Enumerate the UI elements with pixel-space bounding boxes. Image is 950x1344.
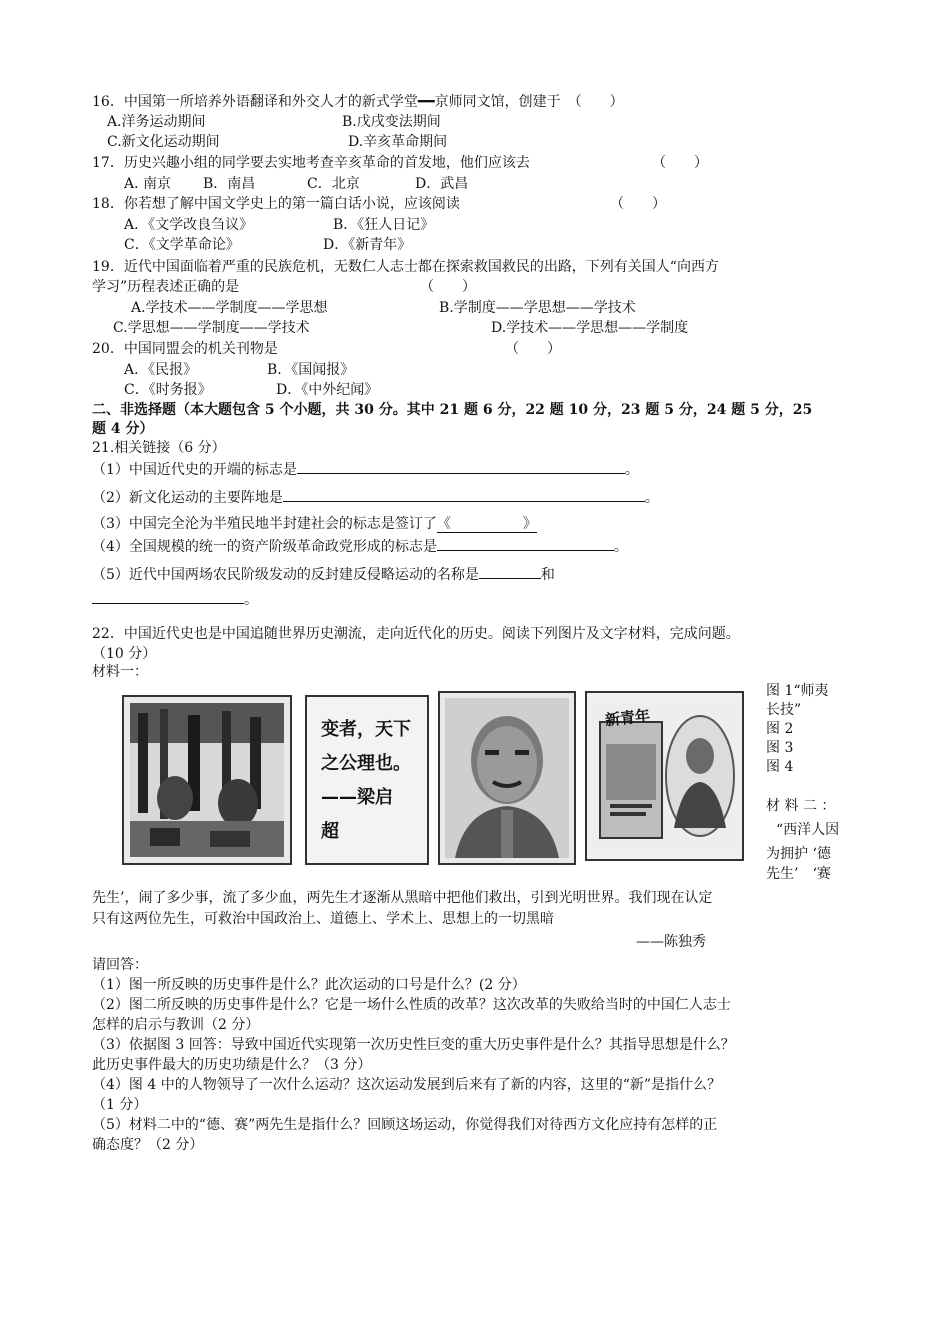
answer-blank[interactable]: 《 》 [436,516,537,532]
material2-text: “西洋人因 [776,822,840,838]
quote-line: 超 [321,821,339,842]
q21-part5-cont: 。 [92,588,258,610]
q20-stem: 20．中国同盟会的机关刊物是 [92,341,278,357]
q16-stem: 16．中国第一所培养外语翻译和外交人才的新式学堂━━京师同文馆，创建于 （ ） [92,94,624,110]
q19-paren: （ ） [420,279,476,295]
q20-option-c: C．《时务报》 [124,382,212,398]
figure4-magazine-portrait [585,691,744,861]
q22-sub5: （5）材料二中的“德、赛”两先生是指什么？回顾这场运动，你觉得我们对待西方文化应持有怎样的正 [92,1117,718,1133]
q22-sub2: （2）图二所反映的历史事件是什么？它是一场什么性质的改革？这次改革的失败给当时的中国仁人志士 [92,997,731,1013]
q17-stem: 17．历史兴趣小组的同学要去实地考查辛亥革命的首发地，他们应该去 [92,155,530,171]
q19-stem-line1: 19．近代中国面临着严重的民族危机，无数仁人志士都在探索救国救民的出路，下列有关国人“向西方 [92,259,719,275]
section2-heading-line1: 二、非选择题（本大题包含 5 个小题，共 30 分。其中 21 题 6 分，22 题 10 分，23 题 5 分，24 题 5 分，25 [92,402,813,418]
figure3-caption: 图 3 [766,740,794,756]
q19-option-b: B.学制度——学思想——学技术 [439,300,636,316]
magazine-title: 新青年 [604,706,651,730]
q21-part4: （4）全国规模的统一的资产阶级革命政党形成的标志是 。 [92,535,628,557]
q18-paren: （ ） [610,196,666,212]
q17-paren: （ ） [652,155,708,171]
q22-sub3: （3）依据图 3 回答：导致中国近代实现第一次历史性巨变的重大历史事件是什么？其指导思想是什么？ [92,1037,735,1053]
quote-line: 变者，天下 [321,719,411,740]
material2-text: 为拥护 ‘德 [766,846,831,862]
q22-sub4-cont: （1 分） [92,1097,148,1113]
answer-blank[interactable] [297,458,625,474]
answer-blank[interactable] [283,486,645,502]
q18-stem: 18．你若想了解中国文学史上的第一篇白话小说，应该阅读 [92,196,460,212]
q16-option-a: A.洋务运动期间 [107,114,206,130]
q20-paren: （ ） [505,341,561,357]
q18-option-c: C．《文学革命论》 [124,237,240,253]
quote-line: ——梁启 [321,787,393,808]
q18-option-a: A．《文学改良刍议》 [124,217,254,233]
q22-sub4: （4）图 4 中的人物领导了一次什么运动？这次运动发展到后来有了新的内容，这里的“新”是指什么？ [92,1077,722,1093]
figure1-factory-photo [122,695,292,865]
section2-heading-line2: 题 4 分） [92,421,154,437]
quote-line: 之公理也。 [321,753,411,774]
material2-author: ——陈独秀 [636,934,706,950]
q19-option-c: C.学思想——学制度——学技术 [113,320,310,336]
material2-text: 先生’ ‘赛 [766,866,831,882]
q19-stem-line2: 学习”历程表述正确的是 [92,279,240,295]
q21-part2: （2）新文化运动的主要阵地是 。 [92,486,659,508]
q21-part3: （3）中国完全沦为半殖民地半封建社会的标志是签订了《 》 [92,516,537,532]
portrait-image [445,698,569,858]
material2-label: 材 料 二 ： [766,798,836,814]
answer-prompt: 请回答： [92,957,148,973]
q19-option-d: D.学技术——学思想——学制度 [491,320,689,336]
q17-option-b: B．南昌 [203,176,256,192]
figure4-caption: 图 4 [766,759,794,775]
figure3-portrait-photo [438,691,576,865]
q22-sub2-cont: 怎样的启示与教训（2 分） [92,1017,260,1033]
figure1-caption: 图 1“师夷 [766,683,829,699]
q19-option-a: A.学技术——学制度——学思想 [131,300,328,316]
figure2-quote-card [305,695,429,865]
q18-option-b: B．《狂人日记》 [333,217,435,233]
figure1-caption-cont: 长技” [766,702,802,718]
q22-sub1: （1）图一所反映的历史事件是什么？此次运动的口号是什么？(2 分） [92,977,526,993]
factory-scene-image [130,703,284,857]
answer-blank[interactable] [479,563,541,579]
answer-blank[interactable] [437,535,614,551]
material2-text: 先生’，闹了多少事，流了多少血，两先生才逐渐从黑暗中把他们救出，引到光明世界。我们现在认定 [92,890,713,906]
answer-blank[interactable] [92,588,244,604]
q17-option-a: A. 南京 [124,176,172,192]
q20-option-b: B．《国闻报》 [267,362,355,378]
q21-part1: （1）中国近代史的开端的标志是 。 [92,458,639,480]
figure2-caption: 图 2 [766,721,794,737]
q17-option-c: C．北京 [307,176,360,192]
q16-option-c: C.新文化运动期间 [107,134,220,150]
material2-text: 只有这两位先生，可救治中国政治上、道德上、学术上、思想上的一切黑暗 [92,911,554,927]
q22-stem-line1: 22．中国近代史也是中国追随世界历史潮流，走向近代化的历史。阅读下列图片及文字材料，完成问题。 [92,626,740,642]
q20-option-a: A．《民报》 [124,362,198,378]
q22-sub3-cont: 此历史事件最大的历史功绩是什么？（3 分） [92,1057,372,1073]
q22-sub5-cont: 确态度？（2 分） [92,1137,204,1153]
q16-option-b: B.戊戌变法期间 [342,114,441,130]
q18-option-d: D．《新青年》 [323,237,412,253]
q21-title: 21.相关链接（6 分） [92,440,226,456]
q22-stem-line2: （10 分） [92,646,157,662]
q17-option-d: D．武昌 [415,176,469,192]
material1-label: 材料一： [92,664,148,680]
q16-option-d: D.辛亥革命期间 [348,134,448,150]
q20-option-d: D．《中外纪闻》 [276,382,379,398]
q21-part5: （5）近代中国两场农民阶级发动的反封建反侵略运动的名称是 和 [92,563,555,585]
